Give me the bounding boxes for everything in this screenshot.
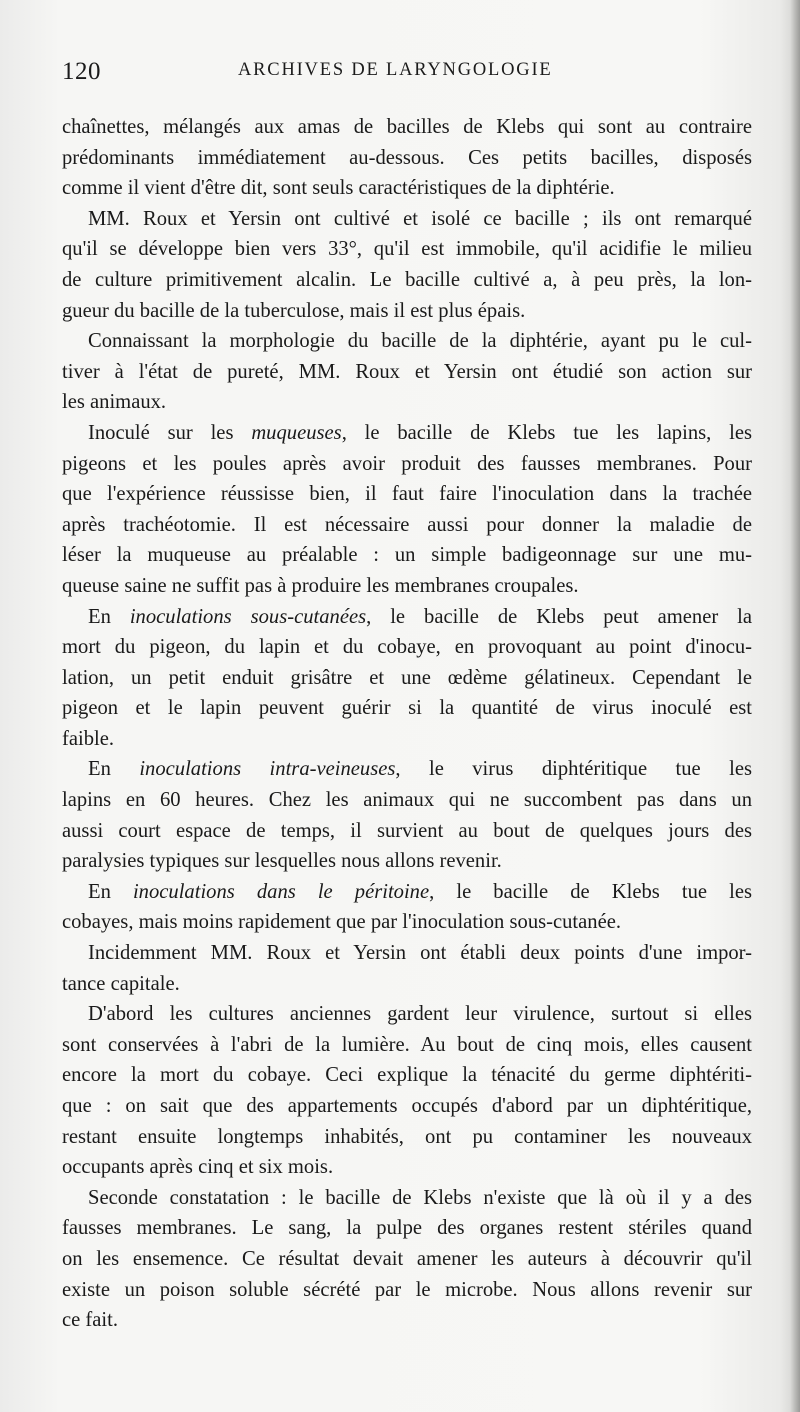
text-line: aussi court espace de temps, il survient au bout de quelques jours des [62, 819, 752, 842]
text-line: tiver à l'état de pureté, MM. Roux et Yersin ont étudié son action sur [62, 360, 752, 383]
text-line: de culture primitivement alcalin. Le bacille cultivé a, à peu près, la lon- [62, 268, 752, 291]
text-line: on les ensemence. Ce résultat devait amener les auteurs à découvrir qu'il [62, 1247, 752, 1270]
text-line: tance capitale. [62, 972, 180, 995]
text-line: lation, un petit enduit grisâtre et une œdème gélatineux. Cependant le [62, 666, 752, 689]
body-text [62, 112, 752, 1336]
page-header [62, 58, 752, 94]
running-head: ARCHIVES DE LARYNGOLOGIE [238, 60, 553, 80]
text-line: D'abord les cultures anciennes gardent leur virulence, surtout si elles [88, 1003, 752, 1026]
text-line: En inoculations sous-cutanées, le bacille de Klebs peut amener la [88, 605, 753, 628]
text-line: mort du pigeon, du lapin et du cobaye, en provoquant au point d'inocu- [62, 636, 752, 659]
text-line: gueur du bacille de la tuberculose, mais il est plus épais. [62, 299, 526, 322]
text-line: sont conservées à l'abri de la lumière. Au bout de cinq mois, elles causent [62, 1033, 752, 1056]
text-line: Inoculé sur les muqueuses, le bacille de Klebs tue les lapins, les [88, 421, 752, 444]
text-line: les animaux. [62, 391, 167, 414]
text-line: prédominants immédiatement au-dessous. Ces petits bacilles, disposés [62, 146, 752, 169]
text-line: Connaissant la morphologie du bacille de la diphtérie, ayant pu le cul- [88, 330, 752, 353]
text-line: léser la muqueuse au préalable : un simple badigeonnage sur une mu- [62, 544, 752, 567]
text-line: qu'il se développe bien vers 33°, qu'il est immobile, qu'il acidifie le milieu [62, 238, 752, 261]
text-line: que l'expérience réussisse bien, il faut faire l'inoculation dans la trachée [62, 483, 752, 506]
text-line: MM. Roux et Yersin ont cultivé et isolé ce bacille ; ils ont remarqué [88, 207, 752, 230]
text-line: paralysies typiques sur lesquelles nous allons revenir. [62, 850, 502, 873]
text-line: Seconde constatation : le bacille de Klebs n'existe que là où il y a des [88, 1186, 752, 1209]
text-line: queuse saine ne suffit pas à produire les membranes croupales. [62, 574, 579, 597]
text-line: chaînettes, mélangés aux amas de bacilles de Klebs qui sont au contraire [62, 116, 752, 138]
text-line: En inoculations dans le péritoine, le bacille de Klebs tue les [88, 880, 752, 903]
text-line: ce fait. [62, 1309, 119, 1332]
text-line: pigeon et le lapin peuvent guérir si la quantité de virus inoculé est [62, 697, 752, 720]
page-edge-shadow [790, 0, 800, 1412]
text-line: restant ensuite longtemps inhabités, ont pu contaminer les nouveaux [62, 1125, 752, 1148]
text-line: pigeons et les poules après avoir produit des fausses membranes. Pour [62, 452, 752, 475]
text-line: encore la mort du cobaye. Ceci explique la ténacité du germe diphtériti- [62, 1064, 752, 1087]
text-line: fausses membranes. Le sang, la pulpe des organes restent stériles quand [62, 1217, 752, 1240]
page-number: 120 [62, 58, 101, 85]
text-line: Incidemment MM. Roux et Yersin ont établi deux points d'une impor- [88, 942, 752, 965]
text-line: En inoculations intra-veineuses, le virus diphtéritique tue les [88, 758, 752, 781]
text-line: cobayes, mais moins rapidement que par l'inoculation sous-cutanée. [62, 911, 622, 934]
text-line: après trachéotomie. Il est nécessaire aussi pour donner la maladie de [62, 513, 752, 536]
text-line: occupants après cinq et six mois. [62, 1156, 334, 1179]
text-line: faible. [62, 727, 115, 750]
text-line: lapins en 60 heures. Chez les animaux qui ne succombent pas dans un [62, 789, 752, 812]
text-line: que : on sait que des appartements occupés d'abord par un diphtéritique, [62, 1095, 752, 1117]
text-line: existe un poison soluble sécrété par le microbe. Nous allons revenir sur [62, 1278, 752, 1301]
text-line: comme il vient d'être dit, sont seuls caractéristiques de la diphtérie. [62, 177, 615, 200]
